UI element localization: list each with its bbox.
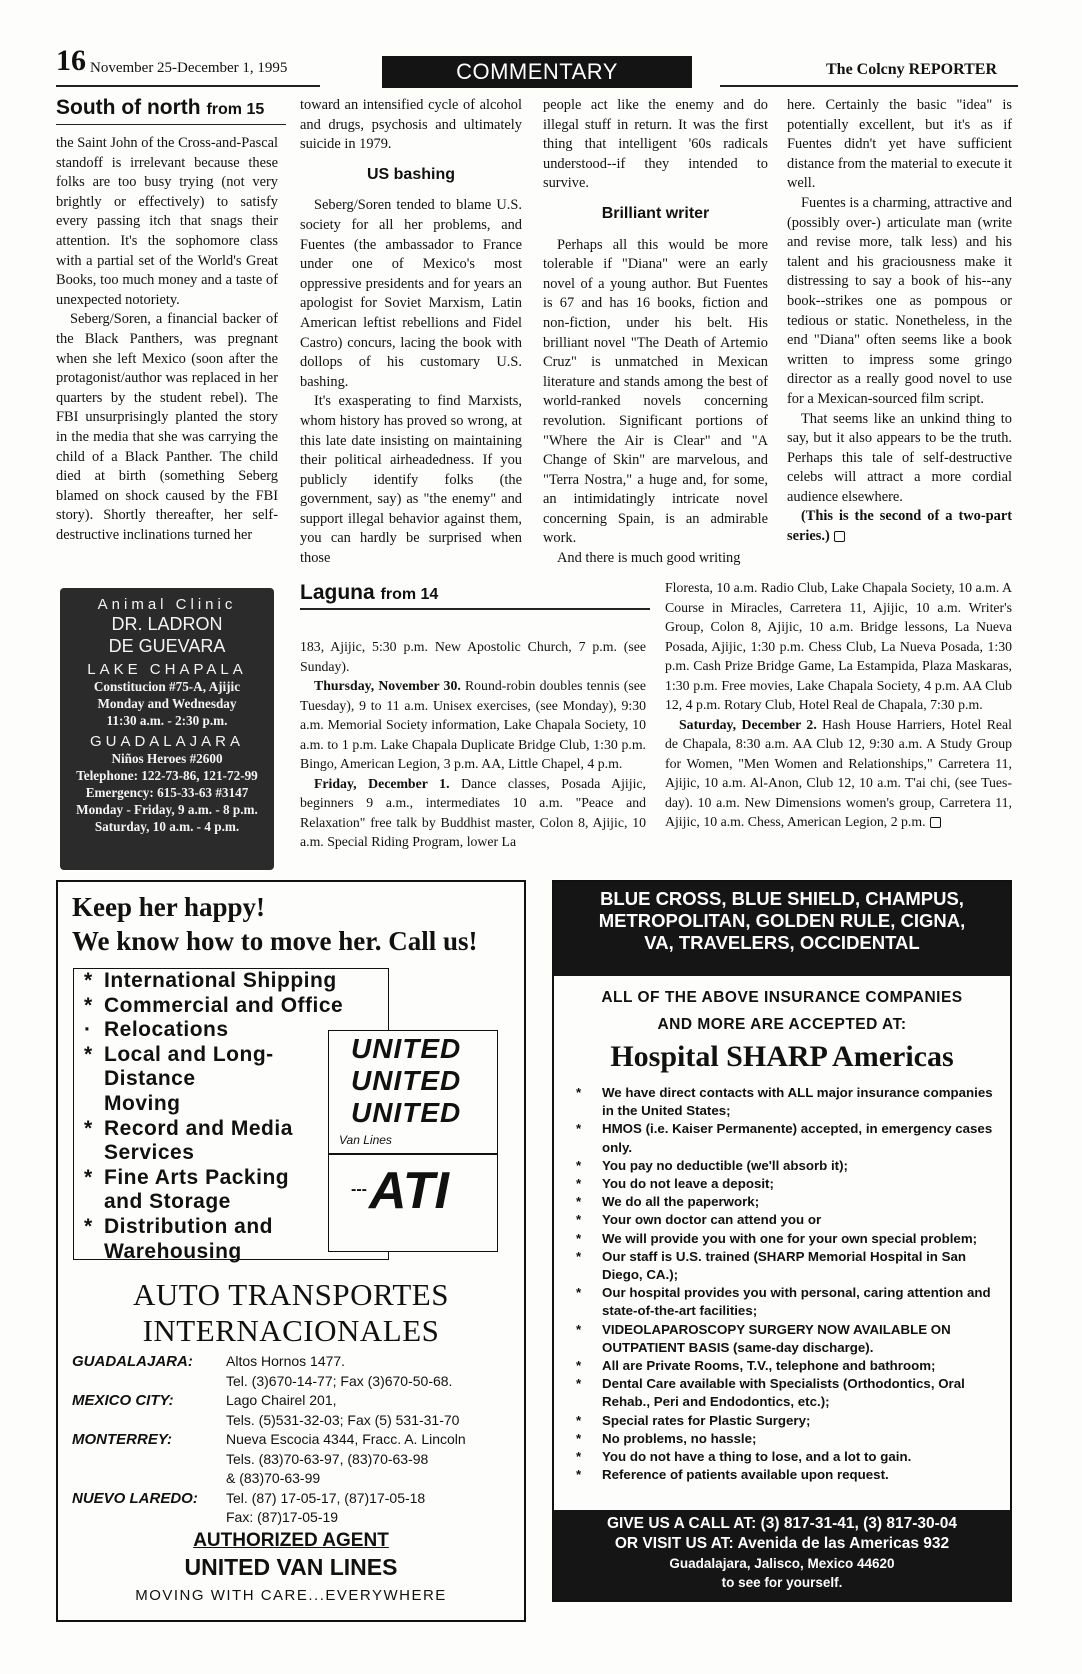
bullet: * bbox=[576, 1248, 582, 1264]
office-entry bbox=[72, 1430, 512, 1489]
united-logo-word: UNITED bbox=[351, 1097, 462, 1128]
office-city: MEXICO CITY: bbox=[72, 1392, 174, 1409]
bullet: * bbox=[576, 1285, 582, 1301]
benefit-item: * We do all the paperwork; bbox=[574, 1193, 994, 1211]
bullet: * bbox=[576, 1085, 582, 1100]
service-item: · Relocations bbox=[84, 1018, 229, 1042]
hospital-name: Hospital SHARP Americas bbox=[610, 1040, 954, 1073]
hospital-benefits-list bbox=[574, 1084, 994, 1484]
clinic-hours: Monday - Friday, 9 a.m. - 8 p.m. bbox=[76, 802, 258, 817]
office-line: Nueva Escocia 4344, Fracc. A. Lincoln bbox=[226, 1431, 466, 1447]
bullet: * bbox=[84, 1214, 93, 1238]
offices-list bbox=[72, 1352, 512, 1528]
article-paragraph: toward an intensified cycle of alcohol and drugs, psychosis and ultimately suicide in 1979. bbox=[300, 97, 522, 153]
contact-city: Guadalajara, Jalisco, Mexico 44620 bbox=[669, 1556, 895, 1571]
bullet: * bbox=[576, 1467, 582, 1483]
service-item: * International Shipping bbox=[84, 969, 337, 992]
bullet: * bbox=[576, 1194, 582, 1210]
issue-date: November 25-December 1, 1995 bbox=[90, 60, 288, 76]
bullet: * bbox=[576, 1430, 582, 1446]
agent-name: UNITED VAN LINES bbox=[184, 1554, 398, 1580]
publication-name: The Colcny REPORTER bbox=[826, 61, 998, 78]
office-line: Tel. (87) 17-05-17, (87)17-05-18 bbox=[226, 1489, 426, 1506]
article-paragraph: That seems like an unkind thing to say, but it also appears to be the truth. Perhaps this tale of self-destructive celebs will attract a more cordial audience elsewhere. bbox=[787, 410, 1012, 505]
clinic-doctor: DE GUEVARA bbox=[108, 636, 226, 656]
article-paragraph: people act like the enemy and do illegal stuff in return. It was the first thing that intelligent '60s radicals understood--if they intended to survive. bbox=[543, 97, 768, 192]
clinic-phone: Telephone: 122-73-86, 121-72-99 bbox=[76, 768, 258, 783]
article-paragraph: Perhaps all this would be more tolerable if "Diana" were an early novel of a young author. But Fuentes is 67 and has 16 books, fiction and non-fiction, under his belt. His brilliant novel "The Death of Artemio Cruz" is unmatched in Mexican literature and stands among the best of world-ranked novels concerning revolution. Significant portions of "Where the Air is Clear" and "A Change of Skin" are marvelous, and "Terra Nostra," a huge and, for some, an intimidatingly intricate novel concerning Spain, is an admirable work. bbox=[543, 236, 768, 547]
benefit-item: * All are Private Rooms, T.V., telephone and bathroom; bbox=[574, 1357, 994, 1375]
clinic-hours: Monday and Wednesday bbox=[97, 696, 237, 711]
office-line: & (83)70-63-99 bbox=[226, 1470, 321, 1486]
ati-logo: ATI bbox=[369, 1162, 449, 1220]
article-paragraph: Fuentes is a charming, attractive and (possibly over-) articulate man (write and revise more, talk less) and his talent and his graciousness make it distressing to say a book of his--any book--strikes one as pompous or tedious or static. Nonetheless, in the end "Diana" often seems like a book written to impress some gringo director as a really good novel to use for a Mexican-sourced film script. bbox=[787, 194, 1012, 407]
continued-from: from 15 bbox=[206, 101, 265, 118]
company-name-line: AUTO TRANSPORTES bbox=[133, 1277, 449, 1312]
benefit-item: * Special rates for Plastic Surgery; bbox=[574, 1412, 994, 1430]
benefit-item: * We will provide you with one for your own special problem; bbox=[574, 1230, 994, 1248]
listing-day: Friday, December 1. Dance classes, Posada Ajijic, beginners 9 a.m., intermediates 10 a.m. "Peace and Relaxation" free talk by Buddhist master, Colon 8, Ajijic, 10 a.m. Special Riding Program, lower La bbox=[300, 775, 646, 849]
bullet: * bbox=[84, 969, 93, 992]
article-paragraph: It's exasperating to find Marxists, whom history has proved so wrong, at this late date insisting on maintaining their political airheadedness. If you publicly identify folks (the government, say) as "the enemy" and support illegal behavior against them, you can hardly be surprised when those bbox=[300, 393, 522, 567]
united-ati-logo bbox=[328, 1030, 498, 1252]
united-logo-word: UNITED bbox=[351, 1065, 462, 1096]
bullet: * bbox=[576, 1157, 582, 1173]
listing-text: Floresta, 10 a.m. Radio Club, Lake Chapala Society, 10 a.m. A Course in Miracles, Carretera 11, Ajijic, 10 a.m. Writer's Group, Colon 8, Ajijic, 10 a.m. Bridge lessons, La Nueva Posada, Ajijic, 1:30 p.m. Chess Club, La Nueva Posada, 1:30 p.m. Cash Prize Bridge Game, La Estampida, Plaza Maskaras, 1:30 p.m. Free movies, Lake Chapala Society, 4 p.m. AA Club 12, 4 p.m. Rotary Club, Hotel Real de Chapala, 7:30 p.m. bbox=[665, 580, 1012, 712]
office-line: Altos Hornos 1477. bbox=[226, 1353, 346, 1369]
bullet: * bbox=[576, 1358, 582, 1374]
service-item: * Distribution and Warehousing bbox=[84, 1214, 273, 1263]
office-line: Lago Chairel 201, bbox=[226, 1392, 337, 1408]
ati-speed-lines-icon: --- bbox=[351, 1181, 367, 1198]
office-city: MONTERREY: bbox=[72, 1431, 173, 1448]
company-name bbox=[58, 1277, 524, 1349]
benefit-item: * We have direct contacts with ALL major insurance companies in the United States; bbox=[576, 1085, 993, 1119]
subhead-brilliant-writer: Brilliant writer bbox=[601, 204, 710, 222]
contact-address: OR VISIT US AT: Avenida de las Americas 932 bbox=[614, 1535, 950, 1552]
benefit-item: * HMOS (i.e. Kaiser Permanente) accepted, in emergency cases only. bbox=[576, 1121, 993, 1155]
page-number: 16 bbox=[56, 44, 86, 77]
contact-banner bbox=[554, 1510, 1010, 1600]
listing-day: Saturday, December 2. Hash House Harriers, Hotel Real de Chapala, 8:30 a.m. AA Club 12, 9:30 a.m. A Study Group for Women, "Men Women and Relationships," Carretera 11, Ajijic, 10 a.m. Al-Anon, Club 12, 10 a.m. T'ai chi, (see Tues-day). 10 a.m. New Dimensions women's group, Carretera 11, Ajijic, 10 a.m. Chess, American Legion, 2 p.m. bbox=[665, 716, 1012, 829]
moving-company-ad bbox=[56, 880, 526, 1622]
service-item: * Local and Long-Distance Moving bbox=[84, 1042, 274, 1115]
masthead-rule bbox=[720, 85, 1018, 87]
accepted-line: AND MORE ARE ACCEPTED AT: bbox=[657, 1016, 907, 1033]
insurers-line: VA, TRAVELERS, OCCIDENTAL bbox=[644, 932, 920, 953]
office-line: Tels. (5)531-32-03; Fax (5) 531-31-70 bbox=[226, 1411, 460, 1428]
ad-tagline: Keep her happy! bbox=[72, 892, 266, 922]
bullet: * bbox=[576, 1449, 582, 1465]
article-paragraph: Seberg/Soren tended to blame U.S. society for all her problems, and Fuentes (the ambassador to France under one of Mexico's most oppressive presidents and for years an apologist for Soviet Marxism, Latin American leftist rebellions and Fidel Castro) concurs, lacing the book with dollops of his customary U.S. bashing. bbox=[300, 197, 522, 390]
service-item: * Commercial and Office bbox=[84, 993, 344, 1017]
clinic-location: LAKE CHAPALA bbox=[87, 661, 247, 678]
subhead-us-bashing: US bashing bbox=[366, 165, 455, 183]
bullet: * bbox=[84, 1042, 93, 1066]
laguna-column-1 bbox=[300, 637, 646, 871]
office-line: Tels. (83)70-63-97, (83)70-63-98 bbox=[226, 1450, 429, 1467]
agent-slogan: MOVING WITH CARE...EVERYWHERE bbox=[135, 1587, 447, 1604]
bullet: * bbox=[576, 1121, 582, 1137]
laguna-rule bbox=[300, 608, 650, 610]
authorized-agent bbox=[58, 1530, 524, 1604]
bullet: * bbox=[576, 1321, 582, 1337]
bullet: * bbox=[84, 1165, 93, 1189]
office-entry bbox=[72, 1391, 512, 1430]
benefit-item: * Dental Care available with Specialists (Orthodontics, Oral Rehab., Peri and Endodontics, etc.); bbox=[576, 1376, 965, 1410]
masthead-rule bbox=[56, 85, 320, 87]
office-entry bbox=[72, 1352, 512, 1391]
article-paragraph: Seberg/Soren, a financial backer of the Black Panthers, was pregnant when she left Mexico (soon after the protagonist/author was replaced in her quarters by the student rebel). The FBI unsurprisingly planted the story in the media that she was carrying the child of a Black Panther. The child died at birth (something Seberg blamed on shock caused by the FBI story). Shortly thereafter, her self-destructive inclinations turned her bbox=[56, 311, 278, 543]
listing-day: Thursday, November 30. Round-robin doubles tennis (see Tuesday), 9 to 11 a.m. Unisex exercises, (see Monday), 9:30 a.m. Memorial Society information, Lake Chapala Society, 10 a.m. to 1 p.m. Lake Chapala Duplicate Bridge Club, 1:30 p.m. Bingo, American Legion, 3 p.m. AA, Little Chapel, 4 p.m. bbox=[300, 678, 646, 771]
bullet: * bbox=[576, 1230, 582, 1246]
logo-divider bbox=[329, 1153, 497, 1155]
article-column-4 bbox=[787, 96, 1012, 574]
article-paragraph: here. Certainly the basic "idea" is potentially excellent, but it's as if Fuentes didn't yet have sufficient distance from the material to execute it well. bbox=[787, 97, 1012, 192]
accepted-line: ALL OF THE ABOVE INSURANCE COMPANIES bbox=[601, 989, 963, 1006]
clinic-address: Niños Heroes #2600 bbox=[111, 751, 223, 766]
laguna-headline-text: Laguna bbox=[300, 581, 375, 604]
office-city: GUADALAJARA: bbox=[72, 1353, 193, 1370]
clinic-doctor: DR. LADRON bbox=[111, 614, 223, 634]
end-mark-icon bbox=[834, 531, 845, 542]
bullet: · bbox=[84, 1018, 92, 1042]
clinic-title: Animal Clinic bbox=[97, 596, 237, 613]
hospital-ad bbox=[552, 880, 1012, 1602]
united-logo-word: UNITED bbox=[351, 1033, 462, 1064]
bullet: * bbox=[576, 1412, 582, 1428]
benefit-item: * You do not leave a deposit; bbox=[574, 1175, 994, 1193]
article-paragraph: And there is much good writing bbox=[557, 550, 741, 567]
benefit-item: * Your own doctor can attend you or bbox=[574, 1211, 994, 1229]
clinic-hours: 11:30 a.m. - 2:30 p.m. bbox=[106, 713, 228, 728]
article-column-2 bbox=[300, 96, 522, 574]
insurers-banner bbox=[554, 882, 1010, 976]
benefit-item: * You do not have a thing to lose, and a lot to gain. bbox=[574, 1448, 994, 1466]
section-title: COMMENTARY bbox=[382, 56, 692, 88]
benefit-item: * VIDEOLAPAROSCOPY SURGERY NOW AVAILABLE ON OUTPATIENT BASIS (same-day discharge). bbox=[576, 1321, 951, 1355]
article-column-3 bbox=[543, 96, 768, 574]
benefit-item: * Our staff is U.S. trained (SHARP Memorial Hospital in San Diego, CA.); bbox=[576, 1248, 967, 1283]
laguna-headline bbox=[300, 581, 438, 605]
service-item: * Record and Media Services bbox=[84, 1116, 293, 1165]
article-column-1 bbox=[56, 134, 278, 574]
company-name-line: INTERNACIONALES bbox=[142, 1313, 440, 1348]
benefit-item: * Our hospital provides you with personal, caring attention and state-of-the-art facilities; bbox=[576, 1285, 991, 1319]
bullet: * bbox=[576, 1212, 582, 1228]
listing-text: 183, Ajijic, 5:30 p.m. New Apostolic Church, 7 p.m. (see Sunday). bbox=[300, 639, 646, 674]
insurers-line: BLUE CROSS, BLUE SHIELD, CHAMPUS, bbox=[600, 888, 964, 909]
agent-label: AUTHORIZED AGENT bbox=[193, 1530, 389, 1551]
benefit-item: * No problems, no hassle; bbox=[574, 1430, 994, 1448]
office-line: Fax: (87)17-05-19 bbox=[226, 1509, 339, 1525]
bullet: * bbox=[84, 1116, 93, 1140]
service-item: * Fine Arts Packing and Storage bbox=[84, 1165, 290, 1214]
bullet: * bbox=[576, 1376, 582, 1392]
benefit-item: * Reference of patients available upon request. bbox=[574, 1466, 994, 1484]
contact-phone: GIVE US A CALL AT: (3) 817-31-41, (3) 817-30-04 bbox=[606, 1515, 958, 1532]
contact-closing: to see for yourself. bbox=[721, 1575, 843, 1590]
ad-tagline: We know how to move her. Call us! bbox=[72, 926, 478, 956]
accepted-notice bbox=[554, 984, 1010, 1038]
animal-clinic-ad bbox=[60, 588, 274, 870]
clinic-emergency: Emergency: 615-33-63 #3147 bbox=[85, 785, 249, 800]
end-mark-icon bbox=[930, 817, 941, 828]
benefit-item: * You pay no deductible (we'll absorb it); bbox=[574, 1157, 994, 1175]
clinic-hours: Saturday, 10 a.m. - 4 p.m. bbox=[94, 819, 240, 834]
article-headline bbox=[56, 96, 286, 125]
series-note: (This is the second of a two-part series.) bbox=[787, 508, 1012, 545]
clinic-address: Constitucion #75-A, Ajijic bbox=[93, 679, 241, 694]
office-line: Tel. (3)670-14-77; Fax (3)670-50-68. bbox=[226, 1372, 453, 1389]
office-entry bbox=[72, 1489, 512, 1528]
bullet: * bbox=[84, 993, 93, 1017]
office-city: NUEVO LAREDO: bbox=[72, 1489, 198, 1507]
continued-from: from 14 bbox=[380, 586, 439, 603]
article-paragraph: the Saint John of the Cross-and-Pascal standoff is irrelevant because these folks are too busy trying (not very brightly or effectively) to satisfy every passing itch that snags their attention. It's the sophomore class with a partial set of the World's Great Books, too much money and a taste of unexpected notoriety. bbox=[56, 135, 278, 308]
headline-text: South of north bbox=[56, 96, 201, 119]
van-lines-label: Van Lines bbox=[339, 1133, 392, 1147]
insurers-line: METROPOLITAN, GOLDEN RULE, CIGNA, bbox=[598, 910, 966, 931]
bullet: * bbox=[576, 1176, 582, 1192]
laguna-column-2 bbox=[665, 578, 1012, 872]
clinic-location: GUADALAJARA bbox=[89, 733, 245, 750]
